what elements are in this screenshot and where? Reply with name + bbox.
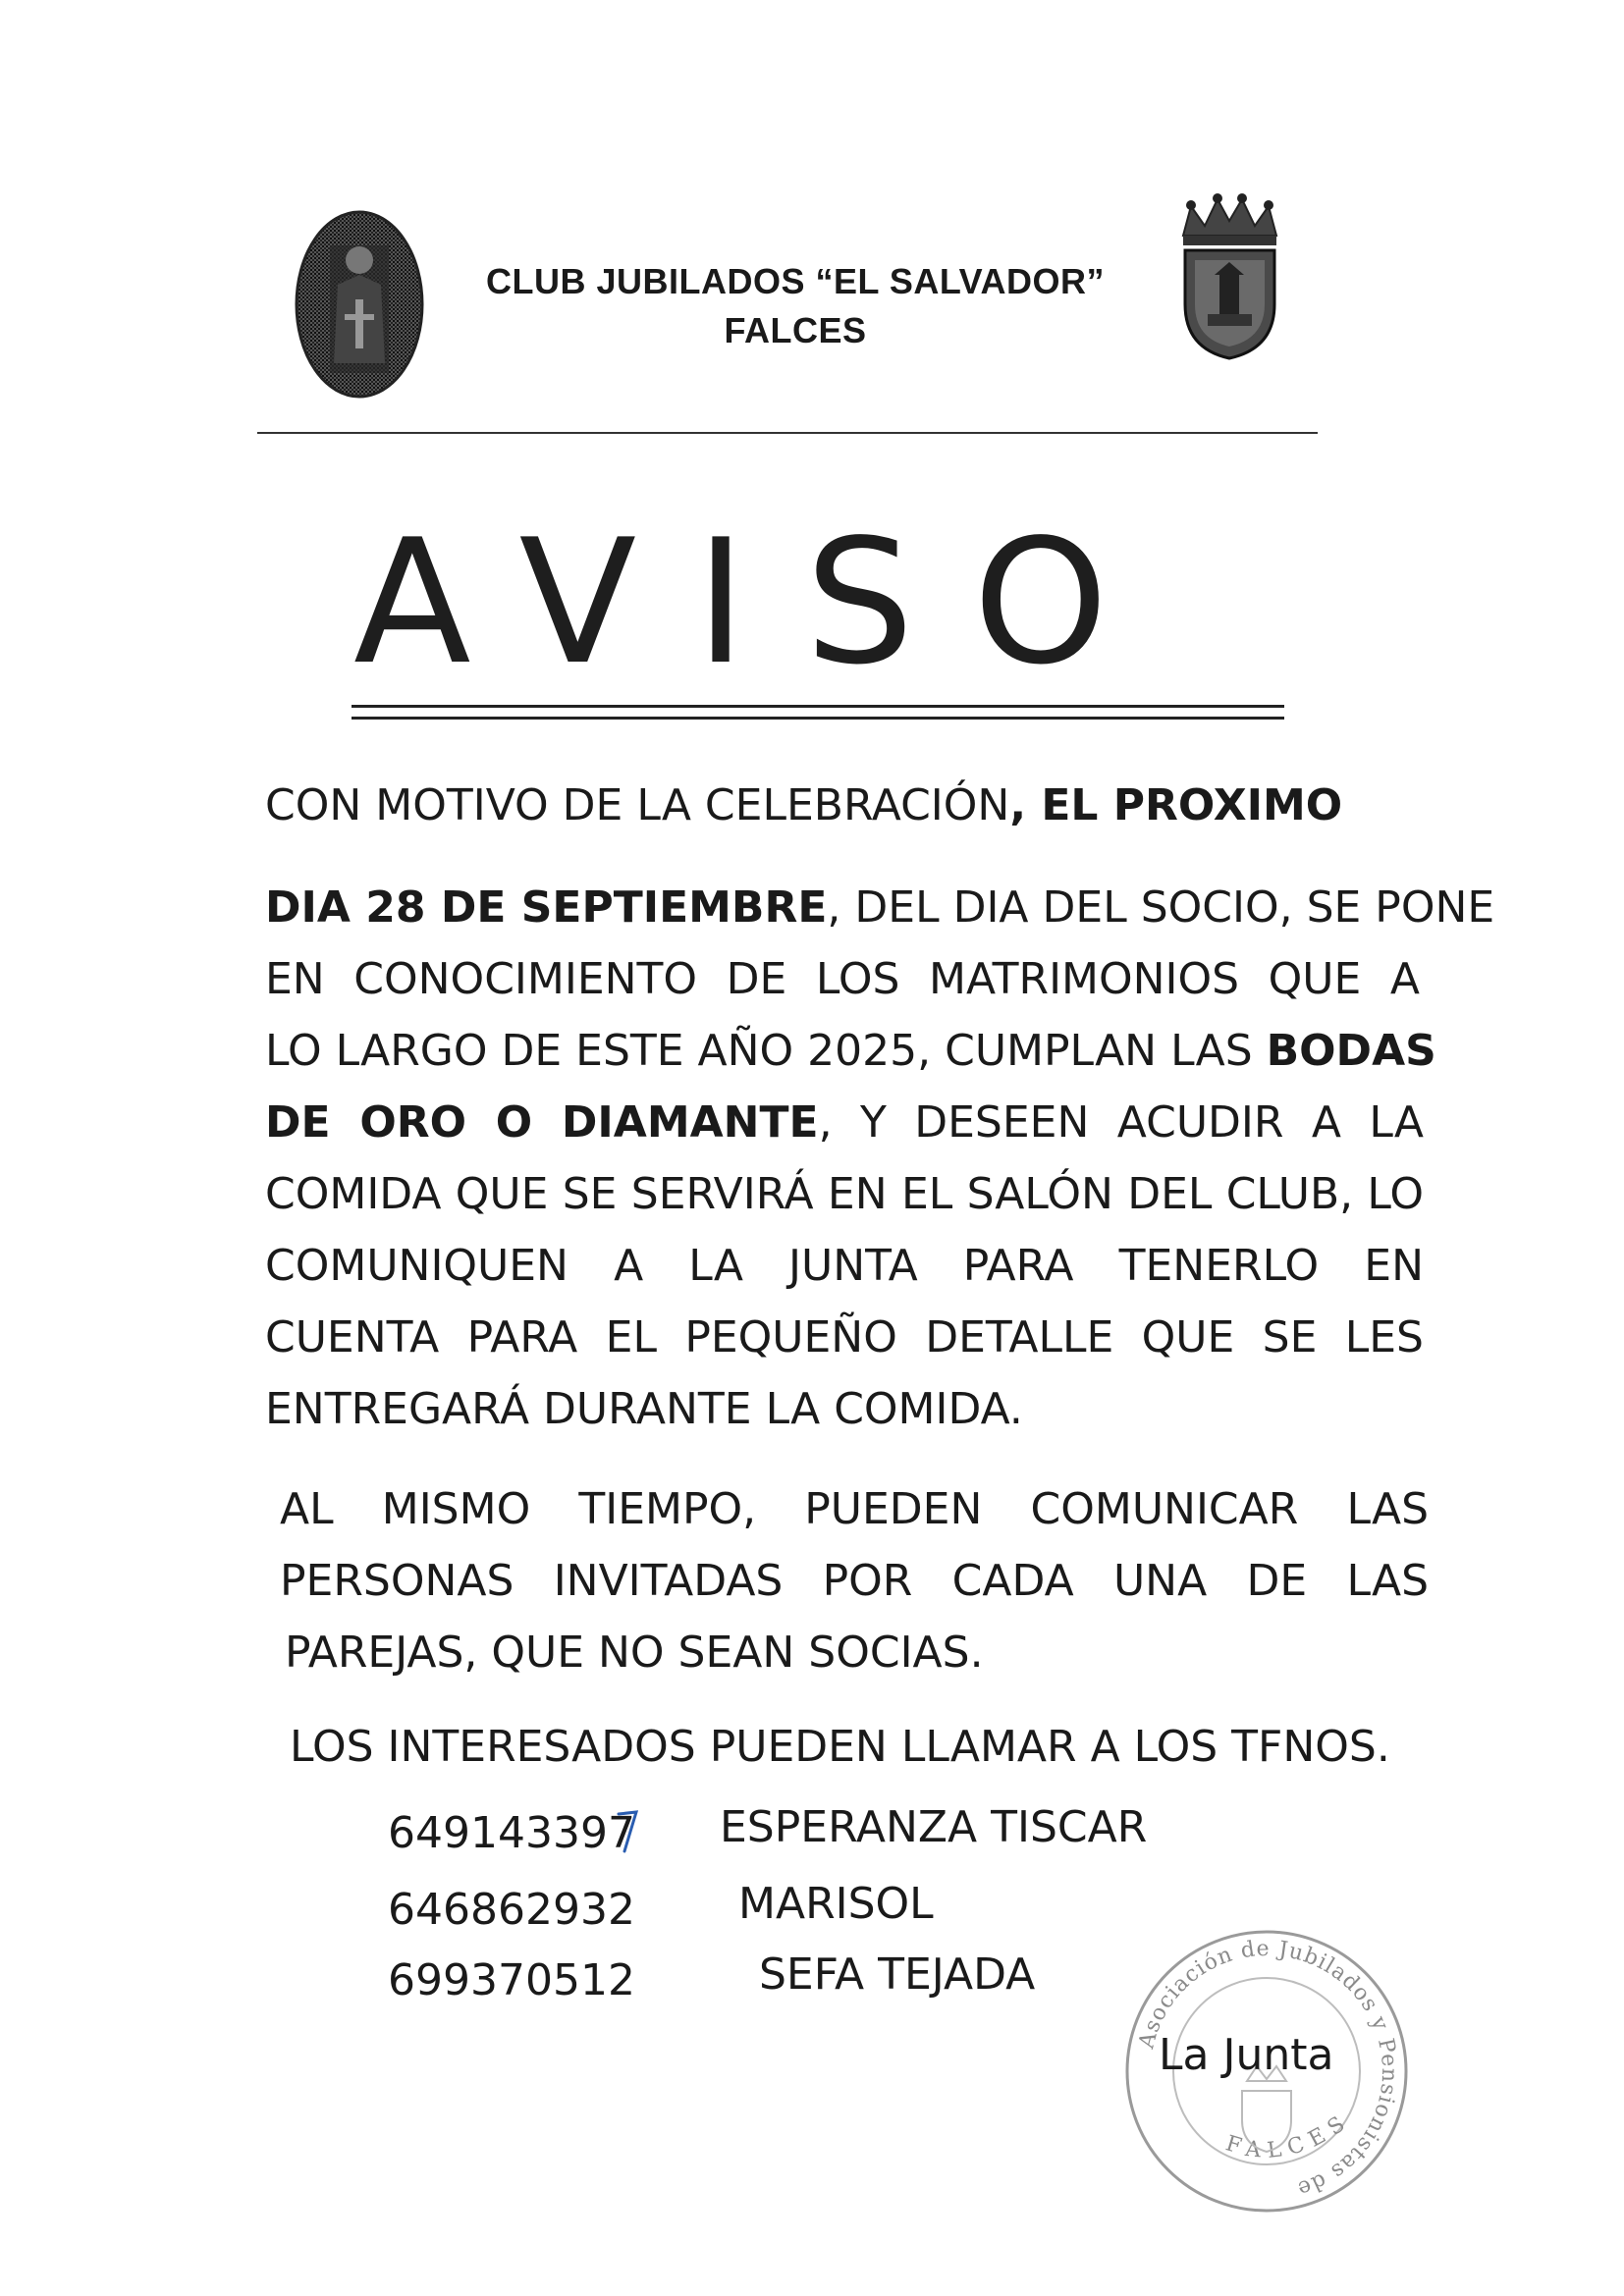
signature-la-junta: La Junta xyxy=(1159,2030,1334,2080)
body-line: DE ORO O DIAMANTE, Y DESEEN ACUDIR A LA xyxy=(265,1097,1425,1148)
body-line: LO LARGO DE ESTE AÑO 2025, CUMPLAN LAS BODAS xyxy=(265,1026,1436,1076)
contact-phone: 699370512 xyxy=(388,1955,635,2005)
body-line: ENTREGARÁ DURANTE LA COMIDA. xyxy=(265,1384,1023,1434)
club-name: CLUB JUBILADOS “EL SALVADOR” xyxy=(485,261,1106,301)
body-line: COMIDA QUE SE SERVIRÁ EN EL SALÓN DEL CLUB, LO xyxy=(265,1169,1424,1219)
body-line: LOS INTERESADOS PUEDEN LLAMAR A LOS TFNOS. xyxy=(290,1722,1390,1772)
header-divider xyxy=(257,432,1318,434)
body-line: AL MISMO TIEMPO, PUEDEN COMUNICAR LAS xyxy=(280,1484,1429,1534)
title-underline-second xyxy=(352,717,1284,720)
body-line: DIA 28 DE SEPTIEMBRE, DEL DIA DEL SOCIO, SE PONE xyxy=(265,882,1495,933)
contact-name: MARISOL xyxy=(738,1879,934,1929)
notice-title: AVISO xyxy=(353,504,1167,703)
body-line: CON MOTIVO DE LA CELEBRACIÓN, EL PROXIMO xyxy=(265,780,1343,830)
club-header xyxy=(461,257,1129,355)
contact-name: SEFA TEJADA xyxy=(759,1949,1036,2000)
saint-emblem-logo xyxy=(291,206,428,402)
stamp-ring-text: Asociación de Jubilados y Pensionistas de xyxy=(1134,1936,1402,2202)
stamp-bottom-text: FALCES xyxy=(1222,2108,1357,2164)
contact-name: ESPERANZA TISCAR xyxy=(720,1802,1148,1852)
pen-correction-mark xyxy=(617,1808,638,1855)
title-underline xyxy=(352,705,1284,708)
coat-of-arms-logo xyxy=(1164,191,1296,363)
contact-phone: 649143397 xyxy=(388,1808,635,1858)
body-line: PERSONAS INVITADAS POR CADA UNA DE LAS xyxy=(280,1556,1429,1606)
body-line: EN CONOCIMIENTO DE LOS MATRIMONIOS QUE A xyxy=(265,954,1420,1004)
club-town: FALCES xyxy=(724,310,867,350)
body-line: COMUNIQUEN A LA JUNTA PARA TENERLO EN xyxy=(265,1241,1424,1291)
body-line: CUENTA PARA EL PEQUEÑO DETALLE QUE SE LES xyxy=(265,1312,1424,1362)
body-line: PAREJAS, QUE NO SEAN SOCIAS. xyxy=(285,1628,984,1678)
contact-phone: 646862932 xyxy=(388,1885,635,1935)
